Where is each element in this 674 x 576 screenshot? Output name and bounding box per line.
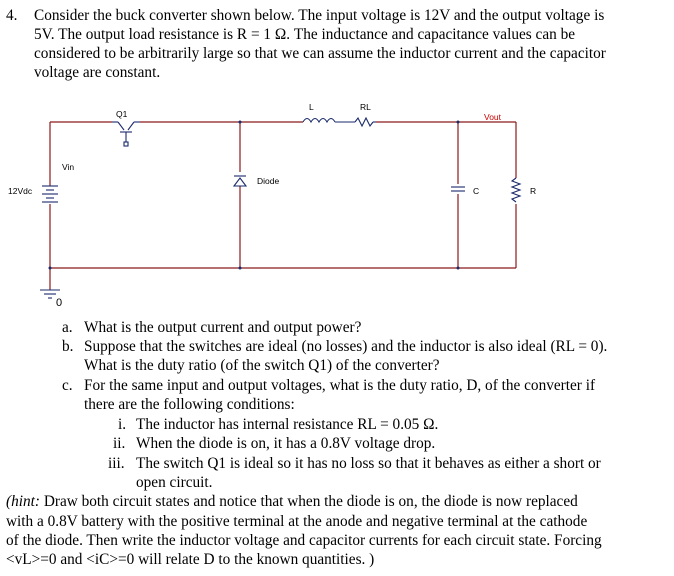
question-b-line-1: Suppose that the switches are ideal (no losses) and the inductor is also ideal (RL = 0). bbox=[84, 338, 608, 355]
hint-line-4: <vL>=0 and <iC>=0 will relate D to the known quantities. ) bbox=[6, 551, 375, 568]
label-ground: 0 bbox=[56, 297, 63, 309]
hint-line-1 bbox=[6, 492, 578, 511]
subquestion-ii-marker: ii. bbox=[113, 435, 126, 452]
subquestion-ii-text: When the diode is on, it has a 0.8V voltage drop. bbox=[136, 435, 436, 452]
question-c-line-1: For the same input and output voltages, what is the duty ratio, D, of the converter if bbox=[84, 377, 596, 394]
hint-label: (hint: bbox=[6, 493, 40, 510]
label-c: C bbox=[473, 186, 480, 196]
hint-line-2: with a 0.8V battery with the positive terminal at the anode and negative terminal at the cathode bbox=[6, 513, 588, 530]
intro-line-1: Consider the buck converter shown below. The input voltage is 12V and the output voltage is bbox=[34, 7, 605, 24]
intro-line-3: considered to be arbitrarily large so that we can assume the inductor current and the capacitor bbox=[34, 45, 606, 62]
intro-line-4: voltage are constant. bbox=[34, 64, 161, 81]
question-b-line-2: What is the duty ratio (of the switch Q1) of the converter? bbox=[84, 357, 440, 374]
question-a-text: What is the output current and output power? bbox=[84, 319, 362, 336]
question-c-marker: c. bbox=[62, 377, 73, 394]
label-rl: RL bbox=[360, 102, 371, 112]
hint-line-1-text: Draw both circuit states and notice that when the diode is on, the diode is now replaced bbox=[40, 493, 578, 510]
intro-line-2: 5V. The output load resistance is R = 1 Ω. The inductance and capacitance values can be bbox=[34, 26, 576, 43]
question-a-marker: a. bbox=[62, 319, 73, 336]
question-c-line-2: there are the following conditions: bbox=[84, 396, 295, 413]
hint-line-3: of the diode. Then write the inductor voltage and capacitor currents for each circuit state. Forcing bbox=[6, 532, 602, 549]
subquestion-i-text: The inductor has internal resistance RL = 0.05 Ω. bbox=[136, 416, 439, 433]
label-vout: Vout bbox=[484, 112, 502, 122]
subquestion-iii-line-1: The switch Q1 is ideal so it has no loss so that it behaves as either a short or bbox=[136, 455, 601, 472]
subquestion-iii-line-2: open circuit. bbox=[136, 474, 213, 491]
label-q1: Q1 bbox=[116, 109, 128, 119]
label-diode: Diode bbox=[257, 176, 280, 186]
question-b-marker: b. bbox=[62, 338, 74, 355]
subquestion-iii-marker: iii. bbox=[108, 455, 125, 472]
label-r: R bbox=[530, 186, 537, 196]
label-vin: Vin bbox=[62, 162, 75, 172]
subquestion-i-marker: i. bbox=[118, 416, 127, 433]
label-12vdc: 12Vdc bbox=[8, 186, 33, 196]
label-l: L bbox=[309, 102, 314, 112]
problem-number: 4. bbox=[6, 7, 18, 24]
